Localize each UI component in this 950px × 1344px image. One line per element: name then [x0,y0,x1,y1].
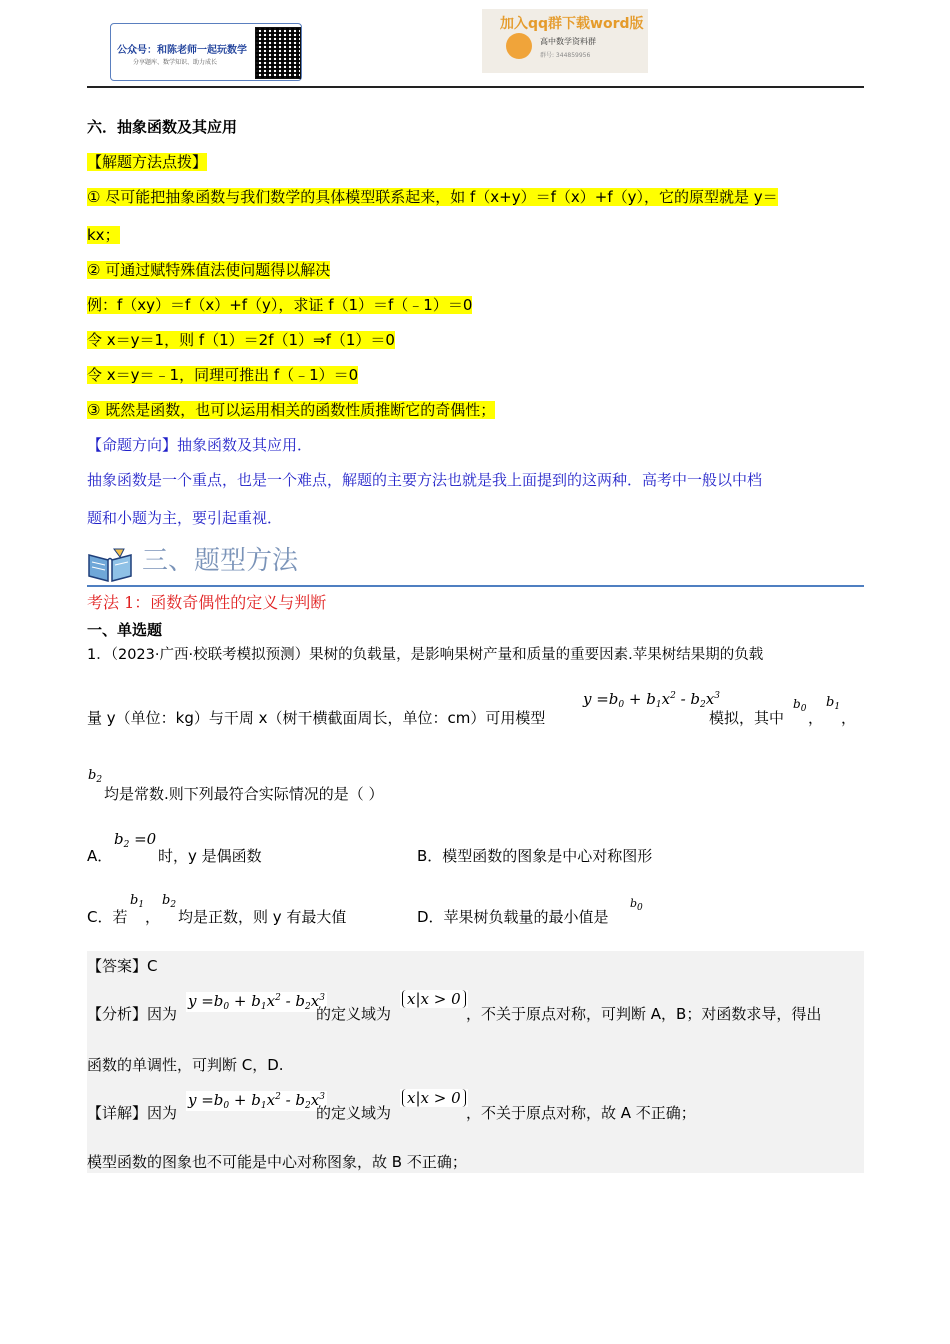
method-tag: 【解题方法点拨】 [87,153,208,171]
analysis-domain-set: x|x > 0 [400,990,468,1008]
option-d[interactable]: D．苹果树负载量的最小值是 [417,908,609,926]
analysis-domain-text: 的定义域为 [316,1005,392,1023]
detail-conclusion: ，不关于原点对称，故 A 不正确； [466,1104,696,1122]
detail-line-two: 模型函数的图象也不可能是中心对称图象，故 B 不正确； [87,1153,467,1171]
comma: ， [145,908,161,926]
section-heading: 六．抽象函数及其应用 [87,118,238,136]
question-line-two-text: 量 y（单位：kg）与干周 x（树干横截面周长，单位：cm）可用模型 [87,709,546,727]
question-line-one: 1．（2023·广西·校联考模拟预测）果树的负载量，是影响果树产量和质量的重要因素.苹果树结果期的负载 [87,647,764,663]
qq-banner-title: 加入qq群下载word版 [500,16,644,32]
symbol-b0: $b_0$ [793,697,807,714]
section-title: 三、题型方法 [142,546,299,576]
question-line-two-tail: 模拟，其中 [709,709,785,727]
direction-line: 【命题方向】抽象函数及其应用． [87,436,313,454]
tip-two: ② 可通过赋特殊值法使问题得以解决 [87,261,331,279]
qq-group-number: 群号: 344859956 [540,52,591,59]
tip-three: ③ 既然是函数，也可以运用相关的函数性质推断它的奇偶性； [87,401,496,419]
example-step-one: 令 x＝y＝1，则 f（1）＝2f（1）⇒f（1）＝0 [87,331,395,349]
option-c-text: 均是正数，则 y 有最大值 [178,908,347,926]
brand-card [110,23,302,81]
qq-banner-subtitle: 高中数学资料群 [540,37,596,46]
option-c-b1: $b_1$ [130,893,145,910]
qr-code-icon [255,27,301,79]
tip-one-continued: kx； [87,226,120,244]
answer-line: 【答案】C [87,957,158,975]
comma: ， [841,709,857,727]
note-line-one: 抽象函数是一个重点，也是一个难点，解题的主要方法也就是我上面提到的这两种．高考中一般以中档 [87,471,763,489]
detail-domain-set: x|x > 0 [400,1089,468,1107]
symbol-b2: $b_2$ [88,768,103,785]
detail-domain-text: 的定义域为 [316,1104,392,1122]
qq-logo-icon [506,33,532,59]
option-b[interactable]: B．模型函数的图象是中心对称图形 [417,847,653,865]
model-formula: $y =b_0 + b_1x^2 - b_2x^3$ [583,690,720,710]
option-d-b0: $b_0$ [630,897,643,913]
open-book-icon [86,545,134,583]
detail-formula: $y =b_0 + b_1x^2 - b_2x^3$ [188,1091,325,1111]
option-c-b2: $b_2$ [162,893,177,910]
analysis-conclusion: ，不关于原点对称，可判断 A，B；对函数求导，得出 [466,1005,822,1023]
question-line-two [87,707,545,729]
question-line-three: 均是常数.则下列最符合实际情况的是（ ） [104,785,384,803]
header-divider [87,86,864,88]
brand-title: 公众号：和陈老师一起玩数学 [117,45,247,56]
option-c[interactable] [87,906,127,928]
option-a-label: A． [87,847,113,865]
analysis-line-two: 函数的单调性，可判断 C，D. [87,1056,284,1074]
section-divider [87,585,864,587]
comma: ， [808,709,824,727]
option-a-condition: $b_2 =0$ [114,830,157,850]
qq-group-banner[interactable] [482,9,648,73]
method-heading: 考法 1：函数奇偶性的定义与判断 [87,593,327,612]
example-step-two: 令 x＝y＝﹣1，同理可推出 f（﹣1）＝0 [87,366,359,384]
detail-label: 【详解】因为 [87,1104,178,1122]
note-line-two: 题和小题为主，要引起重视． [87,509,283,527]
tip-one: ① 尽可能把抽象函数与我们数学的具体模型联系起来，如 f（x+y）＝f（x）+f（y），它的原型就是 y＝ [87,188,778,206]
part-heading: 一、单选题 [87,621,163,639]
option-a-text: 时，y 是偶函数 [158,847,262,865]
option-a[interactable] [87,845,112,867]
symbol-b1: $b_1$ [826,695,841,712]
analysis-formula: $y =b_0 + b_1x^2 - b_2x^3$ [188,992,325,1012]
example-statement: 例：f（xy）＝f（x）+f（y），求证 f（1）＝f（﹣1）＝0 [87,296,473,314]
brand-subtitle: 分享题库、数学知识、助力成长 [133,59,218,66]
analysis-label: 【分析】因为 [87,1005,178,1023]
option-c-label: C．若 [87,908,128,926]
